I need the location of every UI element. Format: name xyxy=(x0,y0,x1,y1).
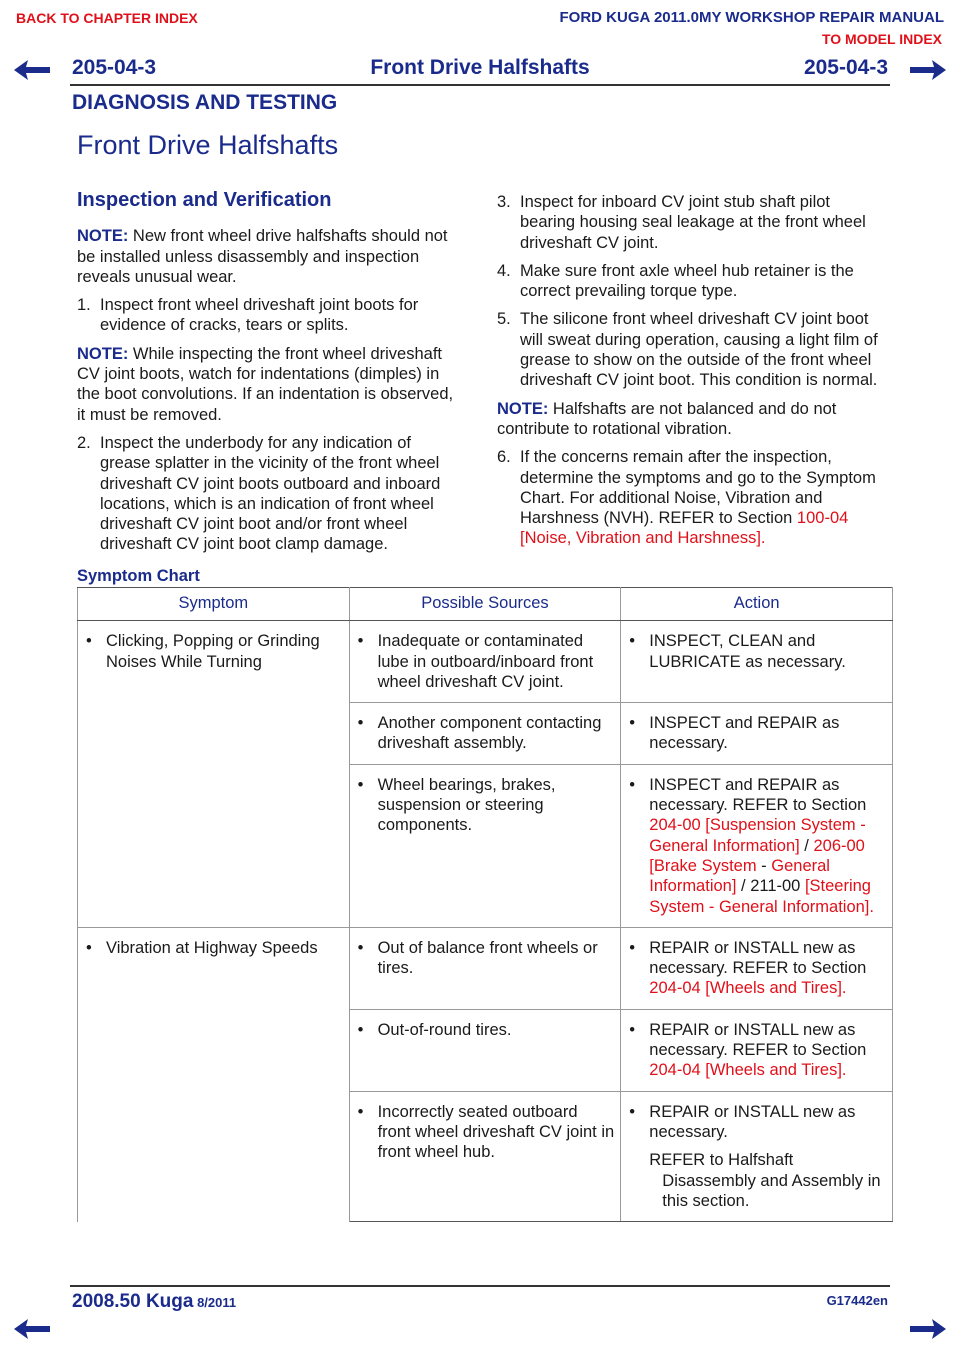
suspension-section-link[interactable]: 204-00 [Suspension System - General Information] xyxy=(649,816,866,855)
action-text: REPAIR or INSTALL new as necessary. REFER to Section xyxy=(649,938,867,978)
bullet-icon: • xyxy=(629,1020,636,1039)
source-text: Out-of-round tires. xyxy=(377,1020,512,1039)
action-cell xyxy=(621,703,893,765)
inspection-heading: Inspection and Verification xyxy=(77,189,332,211)
source-cell xyxy=(349,1091,621,1221)
source-cell xyxy=(349,764,621,927)
bullet-icon: • xyxy=(629,632,636,651)
action-cell xyxy=(621,927,893,1009)
bullet-icon: • xyxy=(357,714,364,733)
symptom-text: Clicking, Popping or Grinding Noises While Turning xyxy=(106,632,320,671)
source-text: Inadequate or contaminated lube in outboard/inboard front wheel driveshaft CV joint. xyxy=(377,632,594,691)
source-cell xyxy=(349,927,621,1009)
bullet-icon: • xyxy=(629,938,636,957)
source-text: Wheel bearings, brakes, suspension or steering components. xyxy=(377,775,556,835)
footer-divider xyxy=(70,1285,890,1287)
symptom-cell xyxy=(78,621,350,928)
bullet-icon: • xyxy=(357,632,364,651)
nvh-section-link[interactable]: 100-04 [Noise, Vibration and Harshness]. xyxy=(520,509,849,548)
source-cell xyxy=(349,1009,621,1091)
page-number-left: 205-04-3 xyxy=(72,56,157,79)
steering-section-number: 211-00 xyxy=(750,877,801,896)
separator: / xyxy=(736,877,751,896)
column-header-possible-sources: Possible Sources xyxy=(349,588,621,621)
note-1 xyxy=(77,226,465,287)
note-2 xyxy=(77,344,465,425)
manual-title: FORD KUGA 2011.0MY WORKSHOP REPAIR MANUAL xyxy=(559,9,944,26)
bullet-icon: • xyxy=(86,938,92,957)
bullet-icon: • xyxy=(357,938,364,957)
symptom-chart-title: Symptom Chart xyxy=(77,567,200,585)
action-text: REPAIR or INSTALL new as necessary. xyxy=(649,1102,856,1141)
symptom-text: Vibration at Highway Speeds xyxy=(106,938,318,957)
step-6 xyxy=(497,447,887,548)
source-text: Another component contacting driveshaft assembly. xyxy=(377,714,602,753)
action-cell xyxy=(621,621,893,703)
page-title: Front Drive Halfshafts xyxy=(77,130,339,160)
previous-page-arrow-icon[interactable] xyxy=(14,1319,50,1339)
step-4 xyxy=(497,261,887,302)
source-text: Incorrectly seated outboard front wheel driveshaft CV joint in front wheel hub. xyxy=(377,1102,615,1162)
to-model-index-link[interactable]: TO MODEL INDEX xyxy=(821,31,942,47)
bullet-icon: • xyxy=(629,714,636,733)
step-number: 6. xyxy=(497,448,511,467)
note-text: While inspecting the front wheel driveshaft CV joint boots, watch for indentations (dimples) in the boot convolutions. If an indentation is observed, it must be removed. xyxy=(77,344,454,424)
source-text: Out of balance front wheels or tires. xyxy=(377,938,598,978)
action-text: INSPECT, CLEAN and LUBRICATE as necessary. xyxy=(649,632,846,671)
step-text: Make sure front axle wheel hub retainer is the correct prevailing torque type. xyxy=(520,261,854,301)
bullet-icon: • xyxy=(629,1102,636,1121)
symptom-chart-table xyxy=(77,587,893,1222)
separator: / xyxy=(799,836,814,855)
table-header-row xyxy=(78,588,893,621)
step-number: 2. xyxy=(77,433,91,452)
brake-section-link-cont[interactable]: General Information] xyxy=(649,856,830,896)
action-cell xyxy=(621,764,893,927)
wheels-tires-section-link[interactable]: 204-04 [Wheels and Tires]. xyxy=(649,1061,847,1080)
header-divider xyxy=(70,84,890,86)
footer-code: G17442en xyxy=(826,1293,888,1308)
action-cell xyxy=(621,1009,893,1091)
symptom-cell xyxy=(78,927,350,1221)
bullet-icon: • xyxy=(357,1102,364,1121)
note-text: Halfshafts are not balanced and do not contribute to rotational vibration. xyxy=(497,399,837,438)
step-number: 5. xyxy=(497,310,511,329)
bullet-icon: • xyxy=(629,775,636,794)
model-name: 2008.50 Kuga xyxy=(72,1291,194,1312)
steering-section-link[interactable]: [Steering System - General Information]. xyxy=(649,877,874,916)
action-sub-text: REFER to Halfshaft Disassembly and Assembly in this section. xyxy=(649,1151,881,1210)
column-header-symptom: Symptom xyxy=(78,588,350,621)
note-label: NOTE: xyxy=(77,227,129,246)
step-text: Inspect for inboard CV joint stub shaft pilot bearing housing seal leakage at the front wheel driveshaft CV joint. xyxy=(520,193,866,252)
header-title: Front Drive Halfshafts xyxy=(370,56,590,79)
left-column xyxy=(77,188,465,563)
footer-date: 8/2011 xyxy=(193,1295,237,1310)
step-text: If the concerns remain after the inspection, determine the symptoms and go to the Symptom Chart. For additional Noise, Vibration and Harshness (NVH). REFER to Section xyxy=(520,448,876,528)
bullet-icon: • xyxy=(86,632,92,651)
action-text: REPAIR or INSTALL new as necessary. REFER to Section xyxy=(649,1020,867,1060)
step-text: Inspect front wheel driveshaft joint boots for evidence of cracks, tears or splits. xyxy=(100,296,419,335)
table-row xyxy=(78,621,893,703)
next-page-arrow-icon[interactable] xyxy=(910,1319,946,1339)
source-cell xyxy=(349,621,621,703)
action-text: INSPECT and REPAIR as necessary. REFER to Section xyxy=(649,775,867,815)
footer-model xyxy=(72,1291,236,1313)
action-cell xyxy=(621,1091,893,1221)
step-number: 3. xyxy=(497,193,511,211)
step-number: 1. xyxy=(77,296,91,315)
right-column xyxy=(497,192,887,557)
note-3 xyxy=(497,399,887,440)
wheels-tires-section-link[interactable]: 204-04 [Wheels and Tires]. xyxy=(649,979,847,998)
bullet-icon: • xyxy=(357,1020,364,1039)
step-5 xyxy=(497,309,887,390)
note-label: NOTE: xyxy=(497,399,549,418)
brake-section-link[interactable]: 206-00 [Brake System xyxy=(649,836,865,875)
step-number: 4. xyxy=(497,261,511,280)
source-cell xyxy=(349,703,621,765)
note-text: New front wheel drive halfshafts should not be installed unless disassembly and inspection reveals unusual wear. xyxy=(77,227,448,286)
action-text: INSPECT and REPAIR as necessary. xyxy=(649,714,840,753)
table-row xyxy=(78,927,893,1009)
step-1 xyxy=(77,295,465,336)
step-text: The silicone front wheel driveshaft CV joint boot will sweat during operation, causing a light film of grease to show on the outside of the front wheel driveshaft CV joint boot. This condition is normal. xyxy=(520,310,878,390)
note-label: NOTE: xyxy=(77,344,129,363)
step-text: Inspect the underbody for any indication of grease splatter in the vicinity of the front wheel driveshaft CV joint boots outboard and inboard locations, which is an indication of front wheel driveshaft CV joint boot and/or front wheel driveshaft CV joint boot clamp damage. xyxy=(100,433,441,554)
separator: - xyxy=(756,856,772,875)
step-3 xyxy=(497,192,887,253)
back-to-chapter-index-link[interactable]: BACK TO CHAPTER INDEX xyxy=(16,10,198,26)
step-2 xyxy=(77,433,465,555)
column-header-action: Action xyxy=(621,588,893,621)
page-number-right: 205-04-3 xyxy=(803,56,888,79)
bullet-icon: • xyxy=(357,775,364,794)
section-label: DIAGNOSIS AND TESTING xyxy=(72,91,338,114)
